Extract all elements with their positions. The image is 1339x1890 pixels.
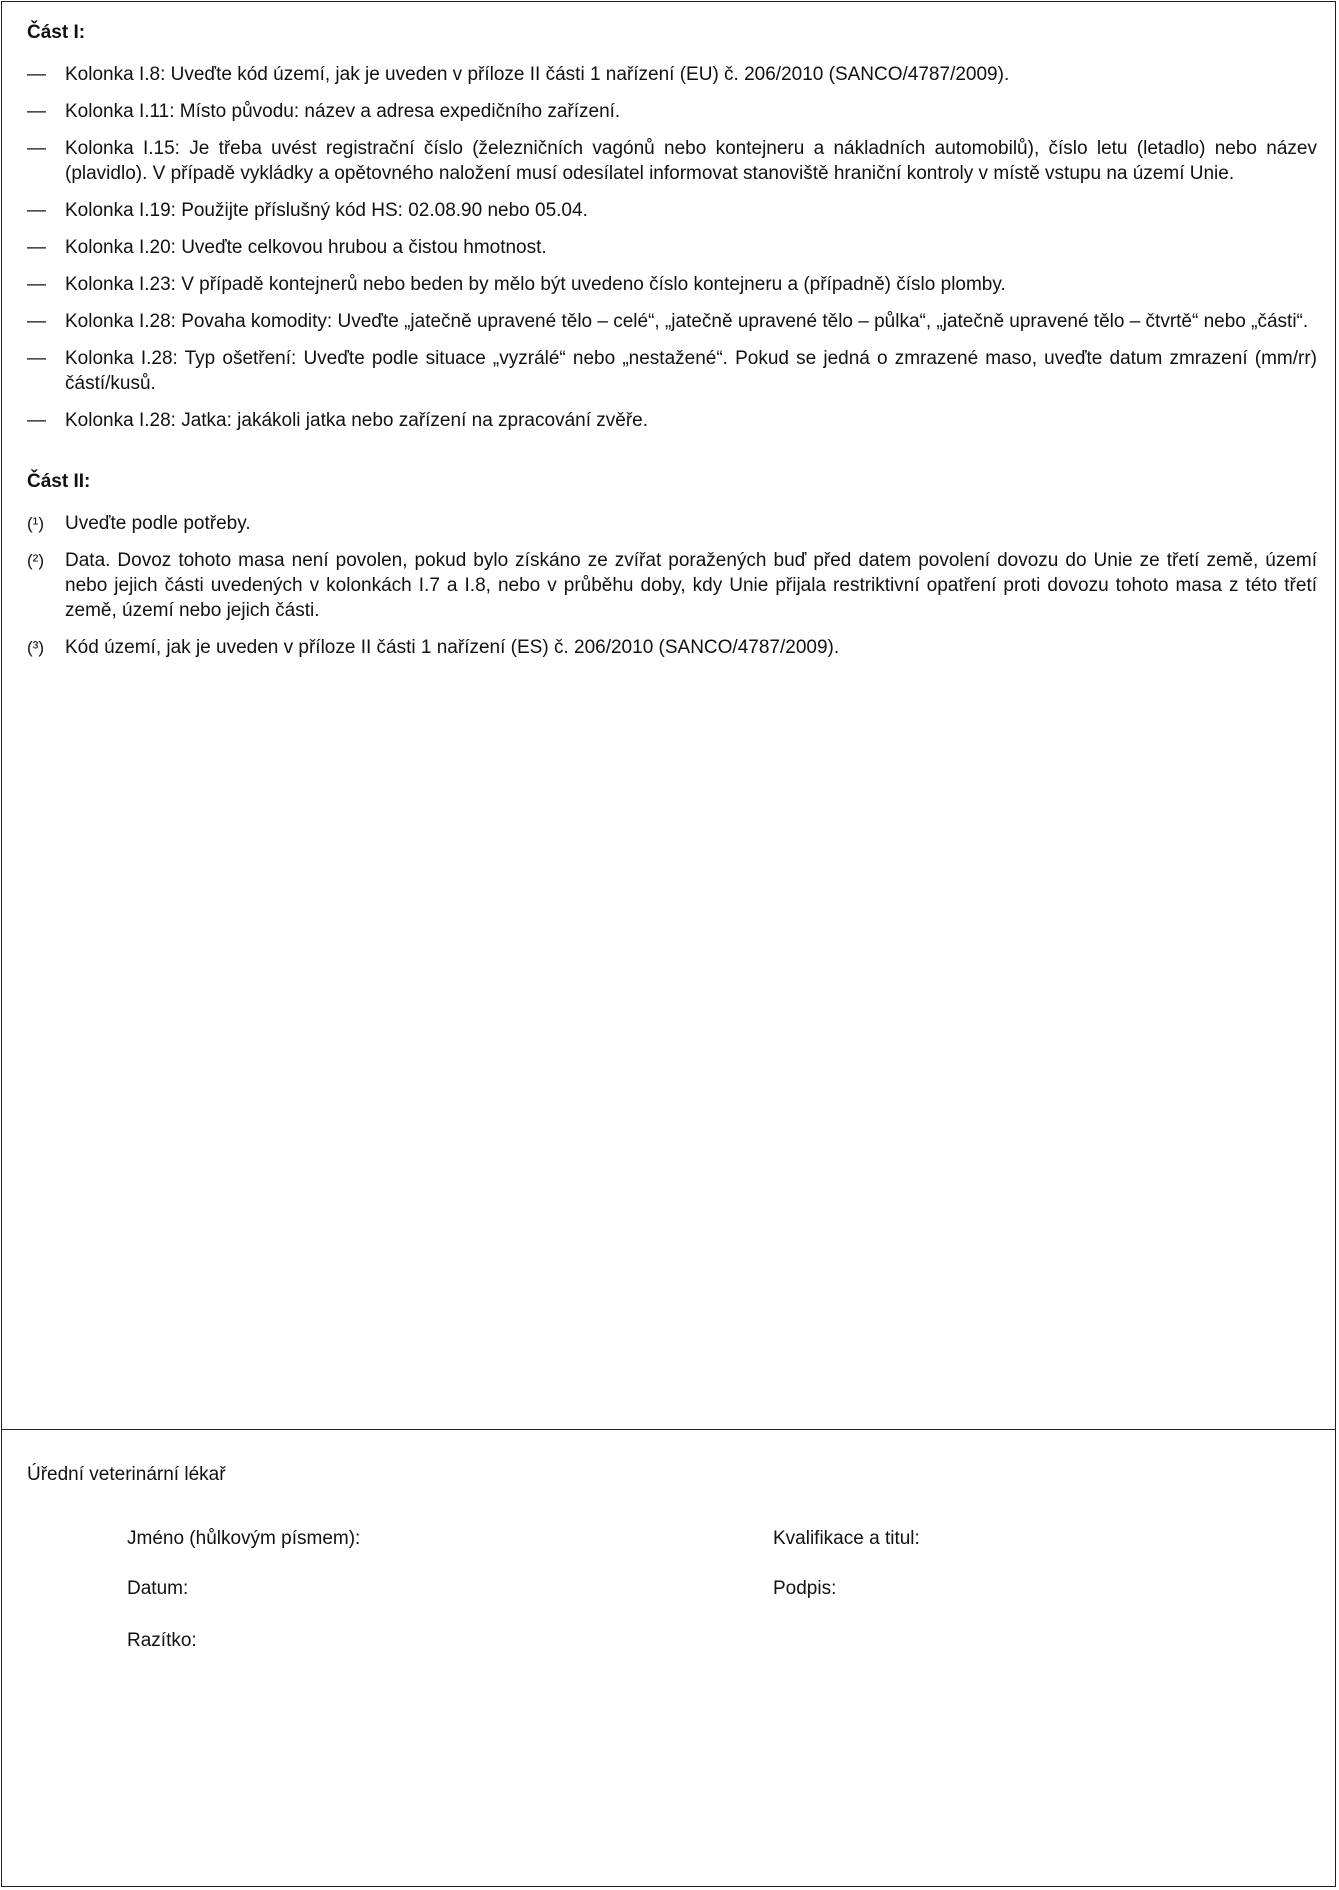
item-text: Kolonka I.11: Místo původu: název a adresa expedičního zařízení. — [65, 101, 621, 122]
signature-section — [2, 1430, 1335, 1888]
footnote-number: (¹) — [27, 514, 44, 533]
item-marker: — — [27, 348, 46, 369]
footnote-number: (³) — [27, 638, 44, 657]
item-text: Kolonka I.28: Jatka: jakákoli jatka nebo zařízení na zpracování zvěře. — [65, 410, 648, 431]
part1-item — [27, 235, 1317, 260]
item-marker: — — [27, 274, 46, 295]
item-marker: — — [27, 101, 46, 122]
date-label: Datum: — [127, 1578, 189, 1599]
footnote-text: Uveďte podle potřeby. — [65, 513, 251, 534]
part2-heading: Část II: — [27, 471, 91, 492]
part1-item — [27, 346, 1317, 396]
part1-item — [27, 272, 1317, 297]
item-text: Kolonka I.28: Povaha komodity: Uveďte „jatečně upravené tělo – celé“, „jatečně upravené tělo – půlka“, „jatečně upravené tělo – čtvrtě“ nebo „části“. — [65, 311, 1309, 332]
item-text: Kolonka I.20: Uveďte celkovou hrubou a čistou hmotnost. — [65, 237, 547, 258]
item-marker: — — [27, 64, 46, 85]
stamp-label: Razítko: — [127, 1630, 197, 1651]
footnote-number: (²) — [27, 551, 44, 570]
name-label: Jméno (hůlkovým písmem): — [127, 1528, 361, 1549]
notes-section — [2, 2, 1335, 1430]
item-text: Kolonka I.8: Uveďte kód území, jak je uveden v příloze II části 1 nařízení (EU) č. 206/2010 (SANCO/4787/2009). — [65, 64, 1010, 85]
signature-label: Podpis: — [773, 1578, 837, 1599]
footnote-text: Data. Dovoz tohoto masa není povolen, pokud bylo získáno ze zvířat poražených buď před datem povolení dovozu do Unie ze třetí země, území nebo jejich části uvedených v kolonkách I.7 a I.8, nebo v průběhu doby, kdy Unie přijala restriktivní opatření proti dovozu tohoto masa z této třetí země, území nebo jejich části. — [65, 550, 1317, 621]
item-marker: — — [27, 237, 46, 258]
item-text: Kolonka I.19: Použijte příslušný kód HS: 02.08.90 nebo 05.04. — [65, 200, 588, 221]
item-marker: — — [27, 138, 46, 159]
qualification-label: Kvalifikace a titul: — [773, 1528, 920, 1549]
footnote — [27, 511, 1317, 536]
item-marker: — — [27, 200, 46, 221]
document-frame — [1, 1, 1336, 1887]
footnote — [27, 635, 1317, 660]
official-veterinarian-title: Úřední veterinární lékař — [27, 1464, 226, 1485]
part1-item — [27, 198, 1317, 223]
part1-item — [27, 136, 1317, 186]
item-marker: — — [27, 311, 46, 332]
item-marker: — — [27, 410, 46, 431]
part1-item — [27, 309, 1317, 334]
footnote — [27, 548, 1317, 623]
part1-heading: Část I: — [27, 22, 86, 43]
item-text: Kolonka I.28: Typ ošetření: Uveďte podle situace „vyzrálé“ nebo „nestažené“. Pokud se jedná o zmrazené maso, uveďte datum zmrazení (mm/rr) částí/kusů. — [65, 348, 1317, 394]
footnote-text: Kód území, jak je uveden v příloze II části 1 nařízení (ES) č. 206/2010 (SANCO/4787/2009). — [65, 637, 840, 658]
part1-item — [27, 62, 1317, 87]
part1-item — [27, 408, 1317, 433]
part1-item — [27, 99, 1317, 124]
item-text: Kolonka I.23: V případě kontejnerů nebo beden by mělo být uvedeno číslo kontejneru a (případně) číslo plomby. — [65, 274, 1006, 295]
notes-content — [27, 20, 1317, 672]
item-text: Kolonka I.15: Je třeba uvést registrační číslo (železničních vagónů nebo kontejneru a nákladních automobilů), číslo letu (letadlo) nebo název (plavidlo). V případě vykládky a opětovného naložení musí odesílatel informovat stanoviště hraniční kontroly v místě vstupu na území Unie. — [65, 138, 1317, 184]
